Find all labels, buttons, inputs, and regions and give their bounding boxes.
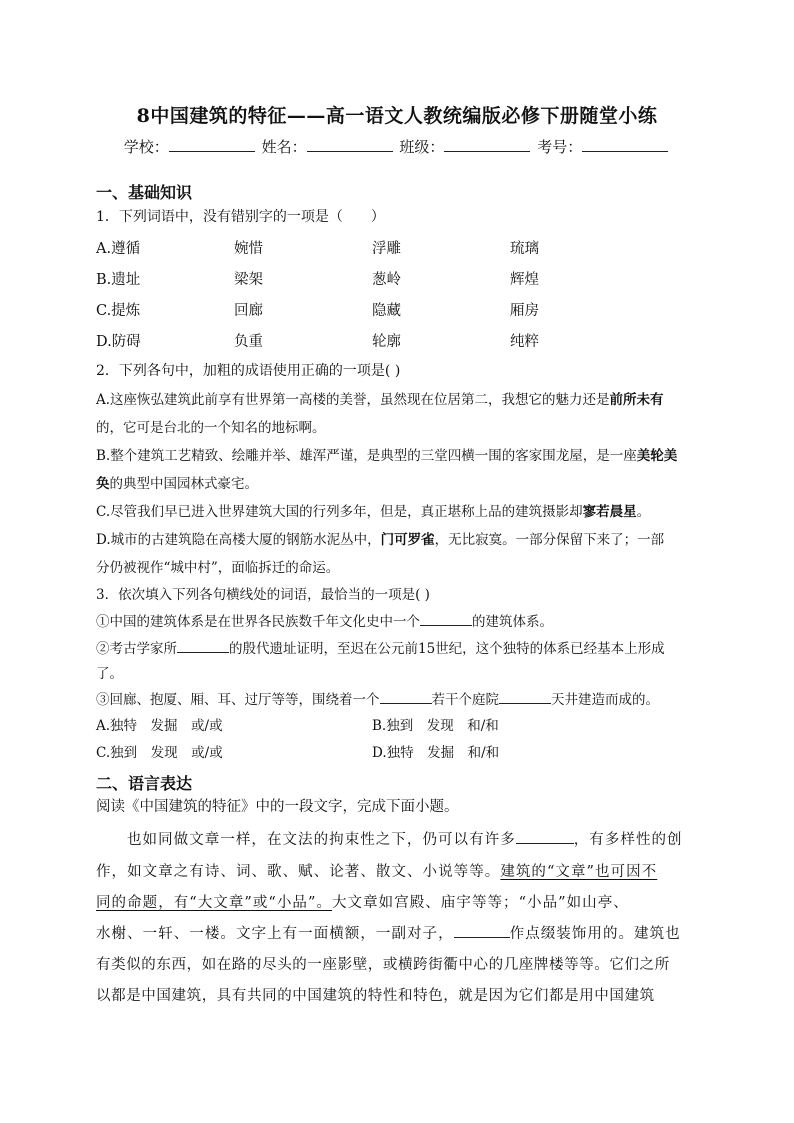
q2-option-c-end: 。 (636, 504, 651, 520)
q3-sentence-1 (96, 610, 553, 630)
q1-option-b-word-3: 葱岭 (372, 272, 401, 288)
q1-option-c-word-2: 回廊 (234, 303, 263, 319)
q1-option-b-word-4: 辉煌 (510, 272, 539, 288)
q3-sentence-3 (96, 688, 659, 708)
q3-s3-text: ③回廊、抱厦、厢、耳、过厅等等，围绕着一个 (96, 692, 380, 708)
passage-line-4 (96, 922, 681, 943)
passage-line-1 (127, 828, 683, 849)
exam-no-label: 考号： (537, 138, 583, 156)
q2-option-d-cont: 分仍被视作“城中村”，面临拆迁的命运。 (96, 560, 340, 576)
q2-option-d-text-2: ，无比寂寞。一部分保留下来了；一部 (434, 532, 665, 548)
q3-option-a: A.独特 发掘 或/或 (96, 718, 223, 734)
q1-option-b-word-1: B.遗址 (96, 272, 141, 288)
school-label: 学校： (123, 138, 169, 156)
q3-option-c: C.独到 发现 或/或 (96, 745, 223, 761)
name-label: 姓名： (261, 138, 307, 156)
passage-line-4-text: 水榭、一轩、一楼。文字上有一面横额，一副对子， (96, 926, 454, 942)
q2-option-b-cont (96, 472, 258, 492)
passage-line-3-text: 大文章如宫殿、庙宇等等；“小品”如山亭、 (332, 895, 629, 911)
q3-s2-blank[interactable] (177, 640, 229, 653)
q1-option-a-word-1: A.遵循 (96, 241, 141, 257)
passage-blank-2[interactable] (454, 925, 510, 938)
q1-option-c-word-1: C.提炼 (96, 303, 141, 319)
school-blank[interactable] (169, 137, 255, 152)
section-heading-expression: 二、语言表达 (96, 774, 193, 793)
q3-s3-blank-1[interactable] (380, 691, 432, 704)
section-heading-basics: 一、基础知识 (96, 183, 193, 202)
q2-option-c-text: C.尽管我们早已进入世界建筑大国的行列多年，但是，真正堪称上品的建筑摄影却 (96, 504, 583, 520)
passage-line-6: 以都是中国建筑，具有共同的中国建筑的特性和特色，就是因为它们都是用中国建筑 (96, 988, 655, 1004)
class-blank[interactable] (444, 137, 530, 152)
q2-option-b-idiom-part2: 奂 (96, 476, 110, 492)
q2-option-d (96, 528, 664, 548)
q3-s2-text: ②考古学家所 (96, 641, 177, 657)
passage-blank-1[interactable] (516, 831, 574, 844)
q3-s3-blank-2[interactable] (499, 691, 551, 704)
q1-option-a-word-3: 浮雕 (372, 241, 401, 257)
passage-underlined-2: 同的命题，有“大文章”或“小品”。 (96, 895, 332, 911)
class-label: 班级： (399, 138, 445, 156)
q3-s3-text-mid: 若干个庭院 (431, 692, 499, 708)
q2-option-c-idiom: 寥若晨星 (582, 504, 637, 520)
q1-option-d-word-1: D.防碍 (96, 334, 141, 350)
q3-s1-text: ①中国的建筑体系是在世界各民族数千年文化史中一个 (96, 614, 420, 630)
passage-line-1-end: ，有多样性的创 (573, 832, 683, 848)
reading-intro: 阅读《中国建筑的特征》中的一段文字，完成下面小题。 (96, 799, 459, 815)
passage-line-2 (96, 860, 657, 881)
q3-s1-text-end: 的建筑体系。 (472, 614, 553, 630)
q1-stem: 1．下列词语中，没有错别字的一项是（ ） (96, 209, 385, 225)
q1-option-a-word-2: 婉惜 (234, 241, 263, 257)
q3-option-b: B.独到 发现 和/和 (372, 718, 499, 734)
q2-option-a-idiom: 前所未有 (609, 392, 664, 408)
q3-sentence-2-cont: 了。 (96, 666, 123, 682)
q2-option-b-text: B.整个建筑工艺精致、绘雕并举、雄浑严谨，是典型的三堂四横一围的客家围龙屋，是一座 (96, 448, 637, 464)
name-blank[interactable] (307, 137, 393, 152)
q1-option-d-word-3: 轮廓 (372, 334, 401, 350)
q1-option-a-word-4: 琉璃 (510, 241, 539, 257)
exam-no-blank[interactable] (582, 137, 668, 152)
q2-option-a (96, 388, 664, 408)
q3-s1-blank[interactable] (420, 613, 472, 626)
q1-option-b-word-2: 梁架 (234, 272, 263, 288)
q2-option-b-idiom-part1: 美轮美 (636, 448, 678, 464)
q3-stem: 3．依次填入下列各句横线处的词语，最恰当的一项是( ) (96, 587, 430, 603)
q1-option-c-word-3: 隐藏 (372, 303, 401, 319)
page-title: 8中国建筑的特征——高一语文人教统编版必修下册随堂小练 (136, 105, 658, 127)
passage-line-2-text: 作，如文章之有诗、词、歌、赋、论著、散文、小说等等。 (96, 864, 501, 880)
q2-option-b-text-cont: 的典型中国园林式豪宅。 (109, 476, 258, 492)
q2-option-c (96, 500, 650, 520)
q3-s2-text-end: 的殷代遗址证明，至迟在公元前15世纪，这个独特的体系已经基本上形成 (229, 641, 665, 657)
passage-line-3 (96, 891, 629, 912)
q3-sentence-2 (96, 637, 665, 657)
q2-stem: 2．下列各句中，加粗的成语使用正确的一项是( ) (96, 363, 401, 379)
q2-option-b (96, 444, 677, 464)
q2-option-d-text: D.城市的古建筑隐在高楼大厦的钢筋水泥丛中， (96, 532, 381, 548)
q1-option-d-word-4: 纯粹 (510, 334, 539, 350)
passage-line-1-text: 也如同做文章一样，在文法的拘束性之下，仍可以有许多 (127, 832, 516, 848)
q1-option-d-word-2: 负重 (234, 334, 263, 350)
q3-option-d: D.独特 发掘 和/和 (372, 745, 500, 761)
q2-option-a-cont: 的，它可是台北的一个知名的地标啊。 (96, 420, 326, 436)
passage-line-4-end: 作点缀装饰用的。建筑也 (509, 926, 681, 942)
q3-s3-text-end: 天井建造而成的。 (551, 692, 659, 708)
q1-option-c-word-4: 厢房 (510, 303, 539, 319)
q2-option-d-idiom: 门可罗雀 (380, 532, 435, 548)
q2-option-a-text: A.这座恢弘建筑此前享有世界第一高楼的美誉，虽然现在位居第二，我想它的魅力还是 (96, 392, 610, 408)
passage-line-5: 有类似的东西，如在路的尽头的一座影壁，或横跨街衢中心的几座牌楼等等。它们之所 (96, 957, 670, 973)
passage-underlined-1: 建筑的“文章”也可因不 (500, 864, 658, 880)
student-info-line (0, 136, 794, 157)
